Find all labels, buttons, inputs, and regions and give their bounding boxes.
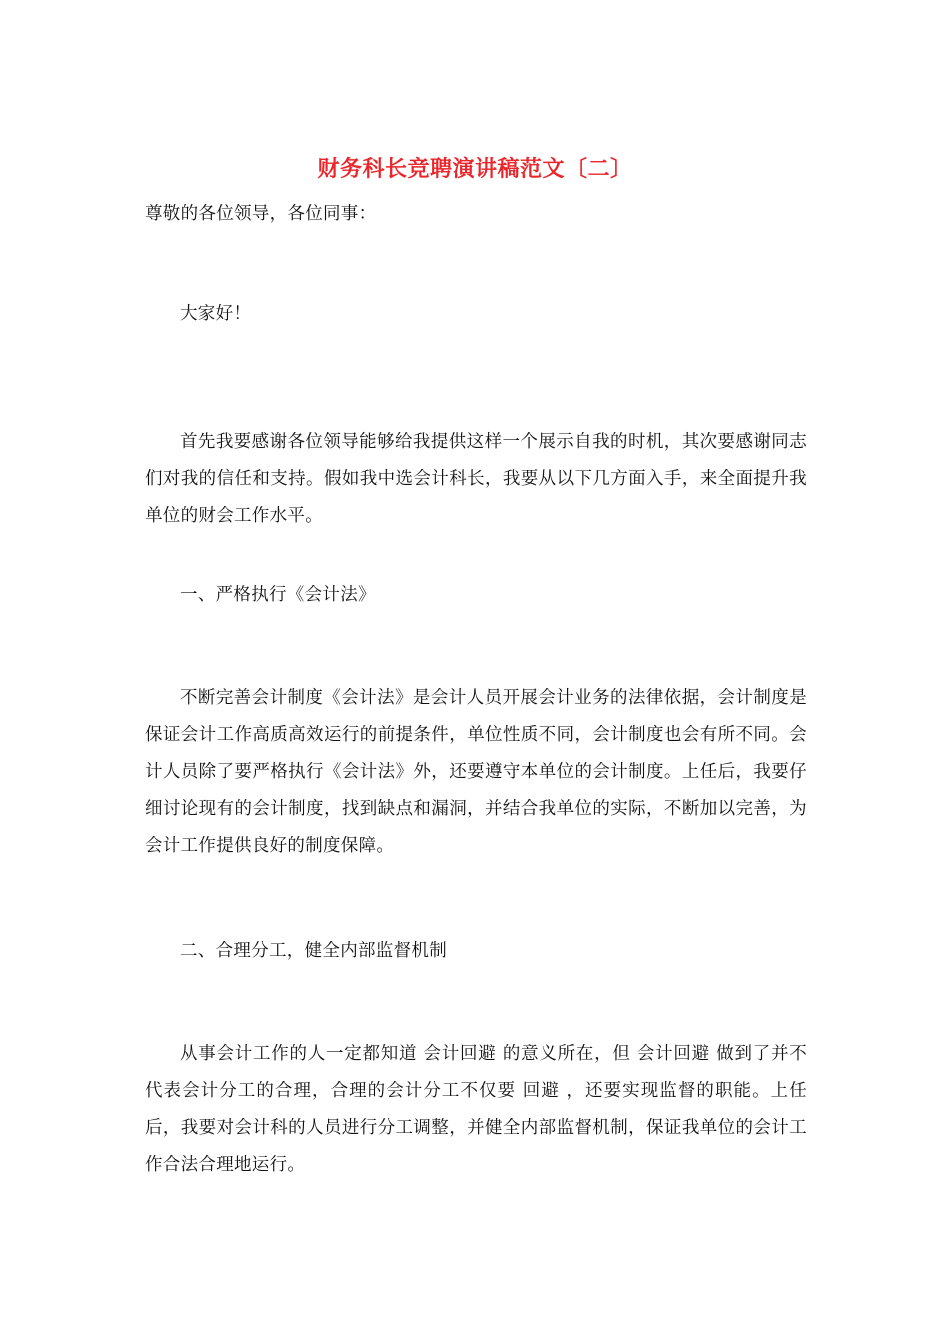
greeting: 大家好！ bbox=[180, 304, 252, 324]
document-title: 财务科长竞聘演讲稿范文〔二〕 bbox=[317, 156, 633, 182]
paragraph-section-2: 从事会计工作的人一定都知道 会计回避 的意义所在，但 会计回避 做到了并不代表会计分工的合理，合理的会计分工不仅要 回避 ，还要实现监督的职能。上任后，我要对会计科的人员进行分工调整，并健全内部监督机制，保证我单位的会计工作合法合理地运行。 bbox=[145, 1044, 807, 1175]
section-heading-1: 一、严格执行《会计法》 bbox=[180, 585, 376, 605]
paragraph-section-1: 不断完善会计制度《会计法》是会计人员开展会计业务的法律依据，会计制度是保证会计工作高质高效运行的前提条件，单位性质不同，会计制度也会有所不同。会计人员除了要严格执行《会计法》外，还要遵守本单位的会计制度。上任后，我要仔细讨论现有的会计制度，找到缺点和漏洞，并结合我单位的实际，不断加以完善，为会计工作提供良好的制度保障。 bbox=[145, 688, 807, 856]
paragraph-intro: 首先我要感谢各位领导能够给我提供这样一个展示自我的时机，其次要感谢同志们对我的信任和支持。假如我中选会计科长，我要从以下几方面入手，来全面提升我单位的财会工作水平。 bbox=[145, 432, 807, 526]
salutation: 尊敬的各位领导，各位同事： bbox=[145, 204, 377, 224]
section-heading-2: 二、合理分工，健全内部监督机制 bbox=[180, 941, 447, 961]
